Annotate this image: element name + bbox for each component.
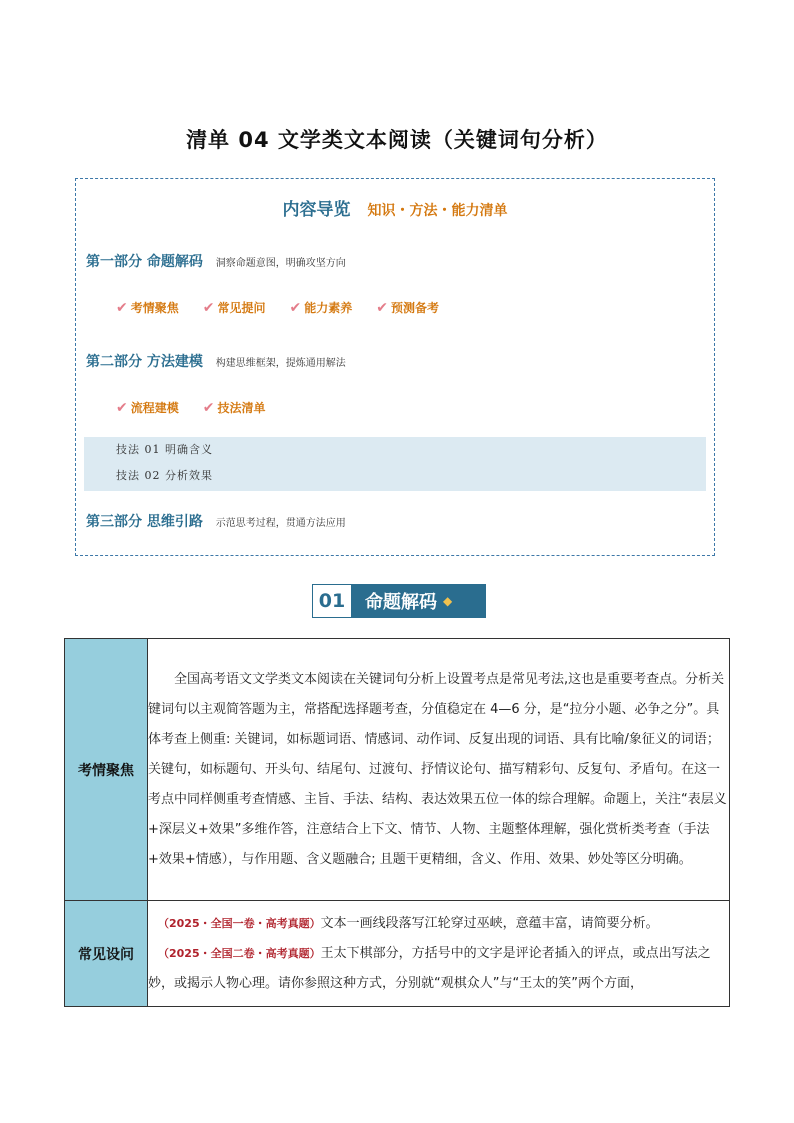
content-guide-box <box>75 178 715 556</box>
part-2-name: 第二部分 方法建模 <box>86 354 203 370</box>
row-label: 考情聚焦 <box>65 639 148 901</box>
tag-label: 预测备考 <box>390 301 439 315</box>
section-number: 01 <box>313 585 351 617</box>
tag-item[interactable] <box>203 399 266 416</box>
part-1-heading <box>86 251 346 271</box>
page-title: 清单 04 文学类文本阅读（关键词句分析） <box>186 128 608 152</box>
part-2-heading <box>86 351 346 371</box>
analysis-table <box>64 638 730 1007</box>
tag-label: 流程建模 <box>130 401 179 415</box>
part-1-name: 第一部分 命题解码 <box>86 254 203 270</box>
part-2-tags <box>116 399 290 416</box>
tag-item[interactable] <box>290 299 353 316</box>
part-3-desc: 示范思考过程，贯通方法应用 <box>215 518 346 529</box>
check-icon: ✔ <box>376 299 388 316</box>
part-1-desc: 洞察命题意图，明确攻坚方向 <box>215 258 346 269</box>
check-icon: ✔ <box>202 399 215 416</box>
tag-label: 常见提问 <box>217 301 266 315</box>
part-2-desc: 构建思维框架，提炼通用解法 <box>215 358 346 369</box>
techniques-band <box>84 437 706 491</box>
question-text: 王太下棋部分，方括号中的文字是评论者插入的评点，或点出写法之妙，或揭示人物心理。请你参照这种方式，分别就“观棋众人”与“王太的笑”两个方面， <box>148 945 711 991</box>
diamond-icon: ◆ <box>443 594 453 608</box>
check-icon: ✔ <box>202 299 215 316</box>
part-3-name: 第三部分 思维引路 <box>86 514 203 530</box>
tag-label: 技法清单 <box>217 401 266 415</box>
row-content <box>148 901 730 1007</box>
tag-item[interactable] <box>203 299 266 316</box>
row-content <box>148 639 730 901</box>
technique-item-2[interactable]: 技法 02 分析效果 <box>116 469 213 482</box>
section-label-text: 命题解码 <box>365 592 437 613</box>
question-text: 文本一画线段落写江轮穿过巫峡，意蕴丰富，请简要分析。 <box>320 915 659 931</box>
part-3-heading <box>86 511 346 531</box>
tag-item[interactable] <box>116 399 179 416</box>
tag-item[interactable] <box>116 299 179 316</box>
question-source: （2025・全国二卷・高考真题） <box>158 946 321 960</box>
question-source: （2025・全国一卷・高考真题） <box>158 916 321 930</box>
check-icon: ✔ <box>289 299 302 316</box>
tag-item[interactable] <box>376 299 439 316</box>
row-label: 常见设问 <box>65 901 148 1007</box>
guide-heading-sub: 知识・方法・能力清单 <box>367 203 508 219</box>
exam-focus-text: 全国高考语文文学类文本阅读在关键词句分析上设置考点是常见考法,这也是重要考查点。分析关键词句以主观简答题为主，常搭配选择题考查，分值稳定在 4—6 分，是“拉分小题、必争之分”。具体考查上侧重: 关键词，如标题词语、情感词、动作词、反复出现的词语、具有比喻/象征义的词语；关键句，如标题句、开头句、结尾句、过渡句、抒情议论句、描写精彩句、反复句、矛盾句。在这一考点中同样侧重考查情感、主旨、手法、结构、表达效果五位一体的综合理解。命题上，关注“表层义+深层义+效果”多维作答，注意结合上下文、情节、人物、主题整体理解，强化赏析类考查（手法+效果+情感），与作用题、含义题融合; 且题干更精细，含义、作用、效果、妙处等区分明确。 <box>148 671 727 867</box>
tag-label: 能力素养 <box>304 301 353 315</box>
technique-item-1[interactable]: 技法 01 明确含义 <box>116 443 213 456</box>
table-row <box>65 901 730 1007</box>
check-icon: ✔ <box>116 399 128 416</box>
section-badge <box>312 584 486 618</box>
question-item <box>148 939 729 999</box>
section-label <box>351 585 485 617</box>
guide-heading <box>76 195 714 220</box>
check-icon: ✔ <box>116 299 128 316</box>
part-1-tags <box>116 299 463 316</box>
guide-heading-main: 内容导览 <box>282 200 351 220</box>
question-item <box>148 909 729 939</box>
tag-label: 考情聚焦 <box>130 301 179 315</box>
table-row <box>65 639 730 901</box>
